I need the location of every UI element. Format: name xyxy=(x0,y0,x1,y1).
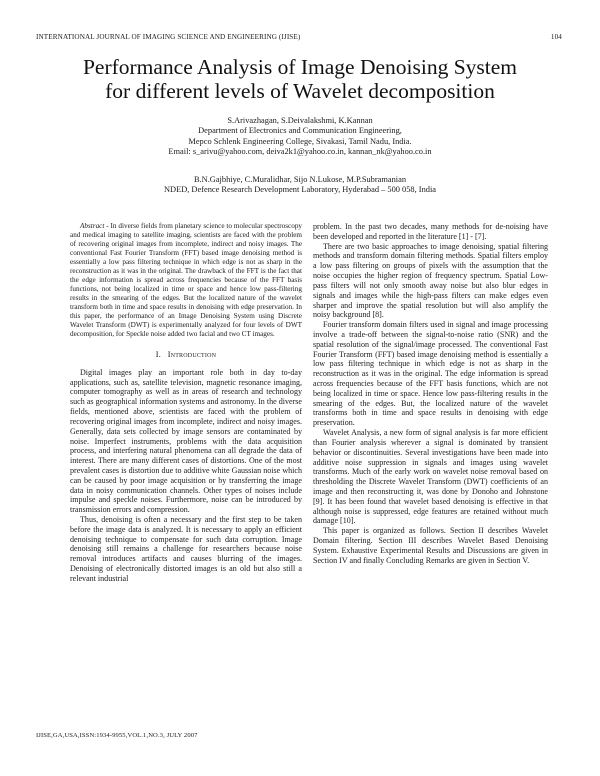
page-number: 104 xyxy=(550,33,562,41)
author-block-2 xyxy=(60,175,540,196)
right-paragraph-4: Wavelet Analysis, a new form of signal analysis is far more efficient than Fourier analysis wherever a signal is dominated by transient behavior or discontinuities. Several investigations have been made into additive noise suppression in signals and images using wavelet transforms. Much of the early work on wavelet noise removal based on thresholding the Discrete Wavelet Transform (DWT) coefficients of an image and then reconstructing it, was done by Donoho and Johnstone [9]. It has been found that wavelet based denoising is effective in that although noise is suppressed, edge features are retained without much damage [10]. xyxy=(313,428,548,526)
page-footer: IJISE,GA,USA,ISSN:1934-9955,VOL.1,NO.3, JULY 2007 xyxy=(36,732,198,739)
right-paragraph-3: Fourier transform domain filters used in signal and image processing involve a trade-off between the signal-to-noise ratio (SNR) and the spatial resolution of the signal/image processed. The conventional Fast Fourier Transform (FFT) based image denoising method is essentially a low pass filtering technique in which edge is not as sharp in the reconstruction as it was in the original. The edge information is spread across frequencies because of the FFT basis functions, which are not being localized in time or space. Hence low pass-filtering results in the smearing of the edges. But, the localized nature of the wavelet transforms both in time and space results in denoising with edge preservation. xyxy=(313,320,548,428)
abstract-label: Abstract - xyxy=(80,222,109,230)
section-heading-introduction xyxy=(70,350,302,360)
running-header xyxy=(36,33,562,45)
college: Mepco Schlenk Engineering College, Sivakasi, Tamil Nadu, India. xyxy=(188,136,412,146)
journal-name: INTERNATIONAL JOURNAL OF IMAGING SCIENCE AND ENGINEERING (IJISE) xyxy=(36,33,301,41)
author-names-2: B.N.Gajbhiye, C.Muralidhar, Sijo N.Lukose, M.P.Subramanian xyxy=(193,175,407,184)
department: Department of Electronics and Communication Engineering, xyxy=(198,126,402,136)
email-line: Email: s_arivu@yahoo.com, deiva2k1@yahoo.co.in, kannan_nk@yahoo.co.in xyxy=(168,146,432,156)
organization: NDED, Defence Research Development Laboratory, Hyderabad – 500 058, India xyxy=(163,185,436,195)
section-number: I. xyxy=(155,350,161,359)
abstract-text: In diverse fields from planetary science to molecular spectroscopy and medical imaging to satellite imaging, scientists are faced with the problem of recovering original images from incomplete, indirect and noisy images. The conventional Fast Fourier Transform (FFT) based image denoising method is essentially a low pass filtering technique in which edge is not as sharp in the reconstruction as it was in the original. The drawback of the FFT is the fact that the edge information is spread across frequencies because of the FFT basis functions, not being localized in time or space and hence low pass-filtering results in the smearing of the edges. But the localized nature of the wavelet transform both in time and space results in denoising with edge preservation. In this paper, the performance of an Image Denoising System using Discrete Wavelet Transform (DWT) is experimentally analyzed for four levels of DWT decomposition, for Speckle noise added two facial and two CT images. xyxy=(70,222,303,338)
intro-paragraph-2: Thus, denoising is often a necessary and the first step to be taken before the image data is analyzed. It is necessary to apply an efficient denoising technique to compensate for such data corruption. Image denoising still remains a challenge for researchers because noise removal introduces artifacts and causes blurring of the images. Denoising of electronically distorted images is an old but also still a relevant industrial xyxy=(70,515,302,583)
author-names-1: S.Arivazhagan, S.Deivalakshmi, K.Kannan xyxy=(227,116,373,125)
section-title: Introduction xyxy=(167,350,217,359)
right-paragraph-5: This paper is organized as follows. Section II describes Wavelet Domain filtering. Section III describes Wavelet Based Denoising System. Exhaustive Experimental Results and Discussions are given in Section IV and finally Concluding Remarks are given in Section V. xyxy=(313,526,548,565)
right-paragraph-1: problem. In the past two decades, many methods for de-noising have been developed and reported in the literature [1] - [7]. xyxy=(313,222,548,241)
intro-paragraph-1: Digital images play an important role both in day to-day applications, such as, satellite television, magnetic resonance imaging, computer tomography as well as in areas of research and technology such as geographical information systems and astronomy. In the diverse fields, mentioned above, scientists are faced with the problem of recovering original images from incomplete, indirect and noisy images. Generally, data sets collected by image sensors are contaminated by noise. Imperfect instruments, problems with the data acquisition process, and interfering natural phenomena can all degrade the data of interest. There are many different cases of distortions. One of the most prevalent cases is distortion due to additive white Gaussian noise which can be caused by poor image acquisition or by transferring the image data in noisy communication channels. Other types of noises include impulse and speckle noises. Furthermore, noise can be introduced by transmission errors and compression. xyxy=(70,367,302,515)
right-column xyxy=(313,222,548,565)
author-block-1 xyxy=(60,116,540,157)
paper-title xyxy=(40,55,560,103)
right-paragraph-2: There are two basic approaches to image denoising, spatial filtering methods and transform domain filtering methods. Spatial filters employ a low pass filtering on groups of pixels with the assumption that the noise occupies the higher region of frequency spectrum. Spatial Low-pass filters will not only smooth away noise but also blur edges in signals and images while the high-pass filters can make edges even sharper and improve the spatial resolution but will also amplify the noisy background [8]. xyxy=(313,241,548,320)
abstract xyxy=(70,222,302,339)
left-column xyxy=(70,222,302,584)
title-line-2: for different levels of Wavelet decomposition xyxy=(105,79,495,103)
title-line-1: Performance Analysis of Image Denoising System xyxy=(82,55,518,79)
